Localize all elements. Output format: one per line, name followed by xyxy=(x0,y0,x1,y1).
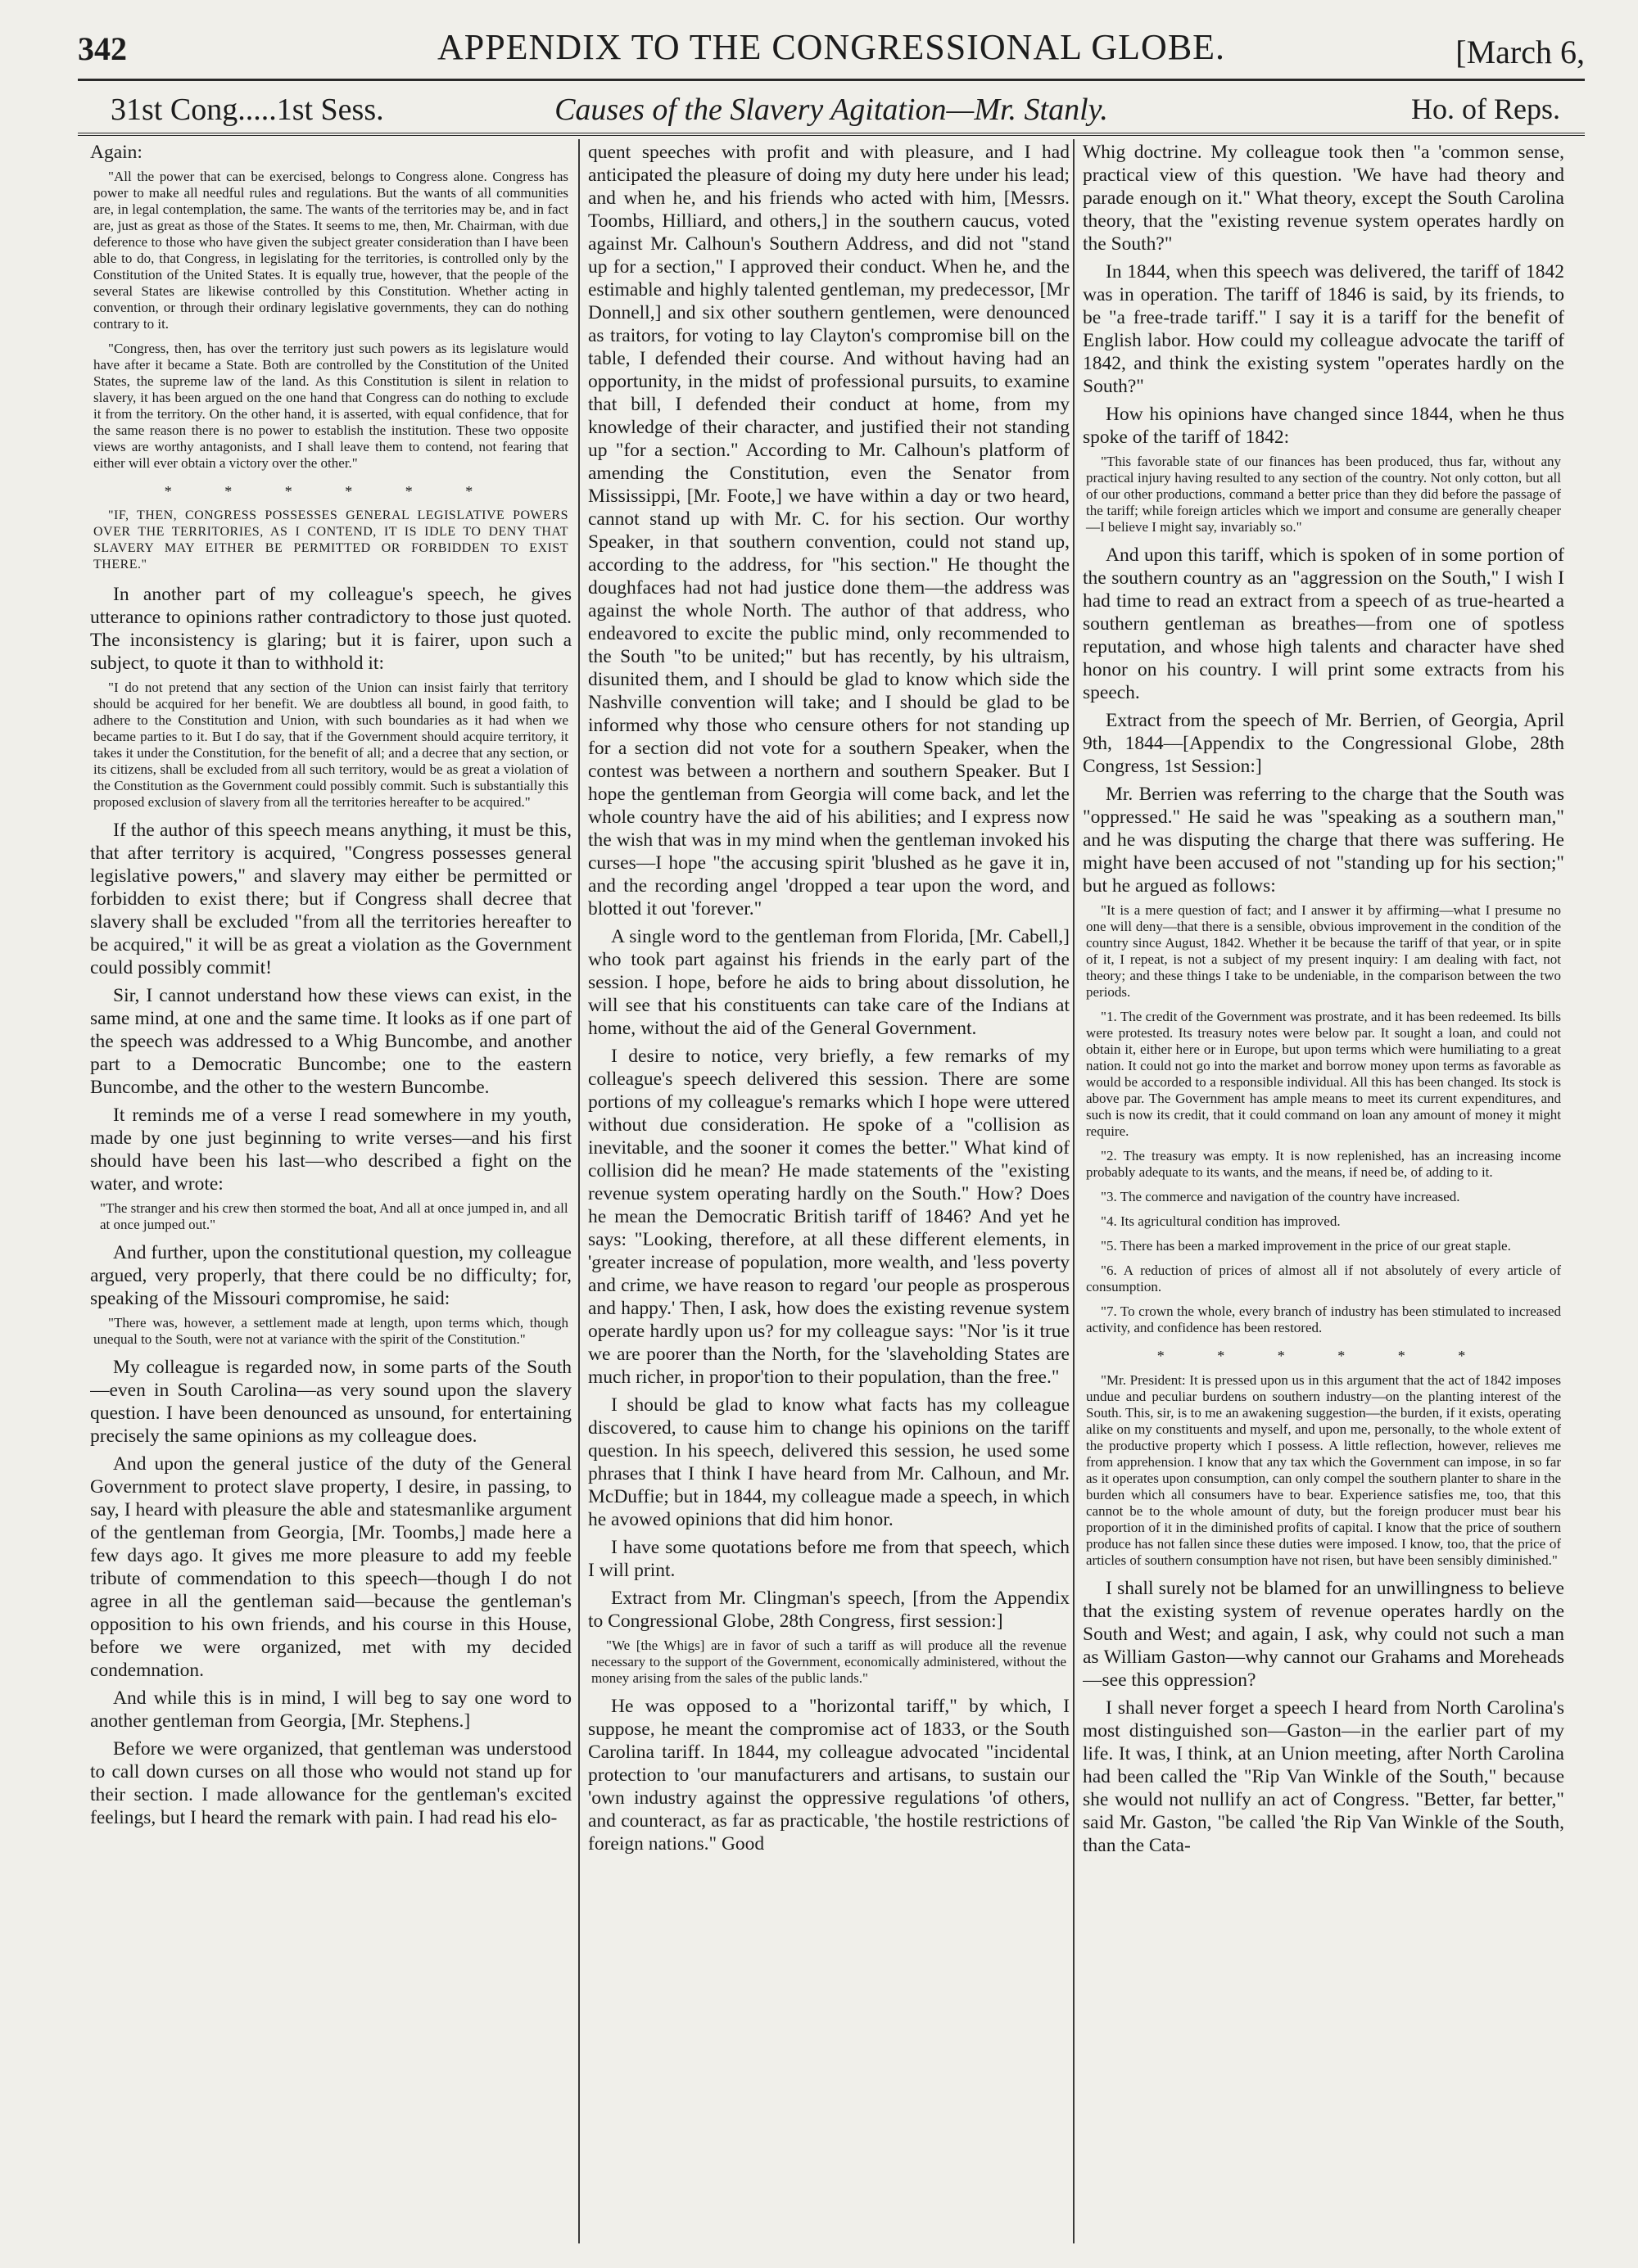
text-column-1 xyxy=(90,141,572,2237)
paragraph: I shall never forget a speech I heard from North Carolina's most distinguished son—Gaston—in the earlier part of my life. It was, I think, at an Union meeting, after North Carolina had been called the "Rip Van Winkle of the South," because she would not nullify an act of Congress. "Better, far better," said Mr. Gaston, "be called 'the Rip Van Winkle of the South, than the Cata- xyxy=(1083,1697,1564,1856)
paragraph: My colleague is regarded now, in some parts of the South—even in South Carolina—as very sound upon the slavery question. I have been denounced as unsound, for entertaining precisely the same opinions as my colleague does. xyxy=(90,1357,572,1447)
paragraph: And while this is in mind, I will beg to say one word to another gentleman from Georgia, [Mr. Stephens.] xyxy=(90,1687,572,1732)
column-divider xyxy=(578,139,580,2243)
paragraph: In 1844, when this speech was delivered, the tariff of 1842 was in operation. The tariff of 1846 is said, by its friends, to be "a free-trade tariff." I say it is a tariff for the benefit of English labor. How could my colleague advocate the tariff of 1842, and think the existing system "operates hardly on the South?" xyxy=(1083,261,1564,397)
article-title: Causes of the Slavery Agitation—Mr. Stanly. xyxy=(554,93,1108,127)
paragraph: Sir, I cannot understand how these views can exist, in the same mind, at one and the same time. It looks as if one part of the speech was addressed to a Whig Buncombe, and another part to a Democratic Buncombe; one to the eastern Buncombe, and the other to the western Buncombe. xyxy=(90,985,572,1098)
block-quote: "All the power that can be exercised, belongs to Congress alone. Congress has power to make all needful rules and regulations. But the wants of all communities are, in legal contemplation, the same. The wants of the territories may be, and in fact are, just as great as those of the States. It seems to me, then, Mr. Chairman, with due deference to those who have given the subject greater consideration than I have been able to do, that Congress, in legislating for the territories, is controlled only by the Constitution of the United States. It is equally true, however, that the people of the several States are likewise controlled by this Constitution. Whether acting in convention, or through their ordinary legislative governments, they can do nothing contrary to it. xyxy=(93,169,568,332)
paragraph: I desire to notice, very briefly, a few remarks of my colleague's speech delivered this session. There are some portions of my colleague's remarks which I hope were uttered without due consideration. He spoke of a "collision as inevitable, and the sooner it comes the better." What kind of collision did he mean? He made statements of the "existing revenue system operating hardly on the South." How? Does he mean the Democratic British tariff of 1846? And yet he says: "Looking, therefore, at all these different elements, in 'greater increase of population, more wealth, and 'less poverty and crime, we have reason to regard 'our people as prosperous and happy.' Then, I ask, how does the existing revenue system operate hardly upon us? for my colleague says: "Nor 'is it true we are poorer than the North, for the 'slaveholding States are much richer, in propor'tion to their population, than the free." xyxy=(588,1046,1070,1388)
block-quote: "5. There has been a marked improvement in the price of our great staple. xyxy=(1101,1238,1511,1254)
paragraph: And upon this tariff, which is spoken of in some portion of the southern country as an "aggression on the South," I wish I had time to read an extract from a speech of as true-hearted a southern gentleman as breathes—from one of spotless reputation, and whose high talents and character have shed honor on his country. I will print some extracts from his speech. xyxy=(1083,544,1564,703)
paragraph: He was opposed to a "horizontal tariff," by which, I suppose, he meant the compromise act of 1833, or the South Carolina tariff. In 1844, my colleague advocated "incidental protection to 'our manufacturers and artisans, to sustain our 'own industry against the oppressive regulations 'of others, and counteract, as far as practicable, 'the hostile restrictions of foreign nations." Good xyxy=(588,1696,1070,1855)
paragraph: Extract from the speech of Mr. Berrien, of Georgia, April 9th, 1844—[Appendix to the Congressional Globe, 28th Congress, 1st Session:] xyxy=(1083,710,1564,777)
block-quote: "This favorable state of our finances has been produced, thus far, without any practical injury having resulted to any section of the country. Not only cotton, but all of our other productions, command a better price than they did before the passage of the tariff; while foreign articles which we import and consume are generally cheaper—I believe I might say, invariably so." xyxy=(1086,454,1561,535)
paragraph: I have some quotations before me from that speech, which I will print. xyxy=(588,1537,1070,1581)
paragraph: A single word to the gentleman from Florida, [Mr. Cabell,] who took part against his friends in the early part of the session. I hope, before he aids to bring about dissolution, he will see that his constituents can take care of the Indians at home, without the aid of the General Government. xyxy=(588,926,1070,1039)
paragraph: It reminds me of a verse I read somewhere in my youth, made by one just beginning to write verses—and his first should have been his last—who described a fight on the water, and wrote: xyxy=(90,1105,572,1195)
block-quote: "4. Its agricultural condition has improved. xyxy=(1101,1213,1341,1229)
issue-date: [March 6, xyxy=(1455,34,1585,70)
block-quote: "3. The commerce and navigation of the country have increased. xyxy=(1101,1189,1460,1204)
paragraph: I should be glad to know what facts has my colleague discovered, to cause him to change his opinions on the tariff question. In his speech, delivered this session, he used some phrases that I think I have heard from Mr. Calhoun, and Mr. McDuffie; but in 1844, my colleague made a speech, in which he avowed opinions that did him honor. xyxy=(588,1394,1070,1530)
block-quote: "Congress, then, has over the territory just such powers as its legislature would have after it became a State. Both are controlled by the Constitution of the United States, the supreme law of the land. As this Constitution is silent in relation to slavery, it has been argued on the one hand that Congress can do nothing to exclude it from the territory. On the other hand, it is asserted, with equal confidence, that for the same reason there is no power to establish the institution. These two opposite views are worthy antagonists, and I shall leave them to contend, not fearing that either will ever obtain a victory over the other." xyxy=(93,341,568,471)
subheader-rule xyxy=(78,133,1585,136)
block-quote: "There was, however, a settlement made at length, upon terms which, though unequal to the South, were not at variance with the spirit of the Constitution." xyxy=(93,1315,568,1347)
paragraph: How his opinions have changed since 1844, when he thus spoke of the tariff of 1842: xyxy=(1083,404,1564,448)
column-divider xyxy=(1073,139,1075,2243)
block-quote: "I do not pretend that any section of the Union can insist fairly that territory should be acquired for her benefit. We are doubtless all bound, in good faith, to adhere to the Constitution and Union, with such boundaries as it had when we became parties to it. But I do say, that if the Government should acquire territory, it takes it under the Constitution, for the benefit of all; and a decree that any section, or its citizens, shall be excluded from all such territory, would be as great a violation of the Constitution as the Government could possibly commit. Such is substantially this proposed exclusion of slavery from all the territories hereafter to be acquired." xyxy=(93,680,568,810)
text-column-2 xyxy=(588,141,1070,2237)
house-label: Ho. of Reps. xyxy=(1411,93,1560,125)
page-number: 342 xyxy=(78,30,127,67)
paragraph: Mr. Berrien was referring to the charge that the South was "oppressed." He said he was "speaking as a southern man," and he was disputing the charge that there was suffering. He might have been accused of not "standing up for his section;" but he argued as follows: xyxy=(1083,784,1564,897)
session-label: 31st Cong.....1st Sess. xyxy=(111,93,384,127)
block-quote: "IF, THEN, CONGRESS POSSESSES GENERAL LEGISLATIVE POWERS OVER THE TERRITORIES, AS I CONTEND, IT IS IDLE TO DENY THAT SLAVERY MAY EITHER BE PERMITTED OR FORBIDDEN TO EXIST THERE." xyxy=(93,508,568,572)
block-quote: "Mr. President: It is pressed upon us in this argument that the act of 1842 imposes undue and peculiar burdens on southern industry—on the planting interest of the South. This, sir, is to me an awakening suggestion—the burden, if it exists, operating alike on my constituents and myself, and upon me, personally, to the whole extent of the productive property which I possess. A little reflection, however, relieves me from apprehension. I know that any tax which the Government can impose, in so far as it operates upon consumption, can only compel the southern planter to share in the burden which all consumers have to bear. Experience satisfies me, too, that this cannot be to the whole amount of duty, but the foreign producer must bear his proportion of it in the diminished profits of capital. I know that the price of southern produce has not fallen since these duties were imposed. I know, too, that the price of articles of southern consumption have not risen, but have been sensibly diminished." xyxy=(1086,1372,1561,1568)
ellipsis-stars: * * * * * * xyxy=(1156,1348,1491,1364)
paragraph: quent speeches with profit and with pleasure, and I had anticipated the pleasure of doing my duty here under his lead; and when he, and his friends who acted with him, [Messrs. Toombs, Hilliard, and others,] in the southern caucus, voted against Mr. Calhoun's Southern Address, and did not "stand up for a section," I approved their conduct. When he, and the estimable and highly talented gentleman, my predecessor, [Mr Donnell,] and six other southern gentlemen, were denounced as traitors, for voting to lay Clayton's compromise bill on the table, I defended their course. And without having had an opportunity, in the midst of professional pursuits, to examine that bill, I defended their conduct at home, from my knowledge of their character, and justified their not standing up "for a section." According to Mr. Calhoun's platform of amending the Constitution, even the Senator from Mississippi, [Mr. Foote,] we have within a day or two heard, cannot stand up with Mr. C. for his section. Our worthy Speaker, in that southern convention, could not stand up, according to the address, for "his section." He thought the doughfaces had not had justice done them—the address was against the whole North. The author of that address, who endeavored to excite the public mind, only recommended to the South "to be united;" but has recently, by his ultraism, disunited them, and I should be glad to know which side the Nashville convention will take; and I should be glad to be informed why those who censure others for not standing up for a section did not vote for a southern Speaker, when the contest was between a northern and southern Speaker. But I hope the gentleman from Georgia will come back, and let the whole country have the aid of his abilities; and I express now the wish that was in my mind when the gentleman invoked his curses—I hope "the accusing spirit 'blushed as he gave it in, and the recording angel 'dropped a tear upon the word, and blotted it out 'forever." xyxy=(588,142,1070,919)
block-quote: "7. To crown the whole, every branch of industry has been stimulated to increased activity, and confidence has been restored. xyxy=(1086,1303,1561,1335)
block-quote: "1. The credit of the Government was prostrate, and it has been redeemed. Its bills were protested. Its treasury notes were below par. It sought a loan, and could not obtain it, either here or in Europe, but upon terms which were humiliating to a great nation. It could not go into the market and borrow money upon terms as favorable as would be accorded to a responsible individual. All this has been changed. Its stock is above par. The Government has ample means to meet its current expenditures, and such is now its credit, that it could command on loan any amount of money it might require. xyxy=(1086,1009,1561,1139)
running-head xyxy=(78,85,1585,131)
paragraph: Before we were organized, that gentleman was understood to call down curses on all those who would not stand up for their section. I made allowance for the gentleman's excited feelings, but I heard the remark with pain. I had read his elo- xyxy=(90,1738,572,1828)
paragraph: Extract from Mr. Clingman's speech, [from the Appendix to Congressional Globe, 28th Congress, first session:] xyxy=(588,1588,1070,1632)
paragraph: And upon the general justice of the duty of the General Government to protect slave property, I desire, in passing, to say, I heard with pleasure the able and statesmanlike argument of the gentleman from Georgia, [Mr. Toombs,] made here a few days ago. It gives me more pleasure to add my feeble tribute of commendation to this speech—though I do not agree in all the gentleman said—because the gentleman's opposition to his own friends, and his course in this House, before we were organized, met with my decided condemnation. xyxy=(90,1453,572,1681)
paragraph: Again: xyxy=(90,142,143,163)
text-column-3 xyxy=(1083,141,1564,2237)
page-header xyxy=(78,23,1585,72)
paragraph: I shall surely not be blamed for an unwillingness to believe that the existing system of revenue operates hardly on the South and West; and again, I ask, why could not such a man as William Gaston—why cannot our Grahams and Moreheads—see this oppression? xyxy=(1083,1578,1564,1691)
block-quote: "We [the Whigs] are in favor of such a tariff as will produce all the revenue necessary to the support of the Government, economically administered, without the money arising from the sales of the public lands." xyxy=(591,1638,1066,1686)
header-rule xyxy=(78,79,1585,81)
block-quote: "It is a mere question of fact; and I answer it by affirming—what I presume no one will deny—that there is a sensible, obvious improvement in the condition of the country since August, 1842. Whether it be because the tariff of that year, or in spite of it, I repeat, is not a subject of my present inquiry: I am dealing with fact, not theory; and these things I take to be undeniable, in the comparison between the two periods. xyxy=(1086,902,1561,1000)
ellipsis-stars: * * * * * * xyxy=(164,483,498,499)
block-quote: "6. A reduction of prices of almost all if not absolutely of every article of consumption. xyxy=(1086,1263,1561,1294)
paragraph: In another part of my colleague's speech, he gives utterance to opinions rather contradictory to those just quoted. The inconsistency is glaring; but it is fairer, upon such a subject, to quote it than to withhold it: xyxy=(90,584,572,674)
journal-title: APPENDIX TO THE CONGRESSIONAL GLOBE. xyxy=(437,27,1226,67)
verse-quote: "The stranger and his crew then stormed the boat, And all at once jumped in, and all at once jumped out." xyxy=(100,1200,568,1232)
block-quote: "2. The treasury was empty. It is now replenished, has an increasing income probably adequate to its wants, and the means, if need be, of adding to it. xyxy=(1086,1148,1561,1180)
paragraph: Whig doctrine. My colleague took then "a 'common sense, practical view of this question. 'We have had theory and parade enough on it." What theory, except the South Carolina theory, that the "existing revenue system operates hardly on the South?" xyxy=(1083,142,1564,255)
paragraph: And further, upon the constitutional question, my colleague argued, very properly, that there could be no difficulty; for, speaking of the Missouri compromise, he said: xyxy=(90,1242,572,1309)
paragraph: If the author of this speech means anything, it must be this, that after territory is acquired, "Congress possesses general legislative powers," and slavery may either be permitted or forbidden to exist there; but if Congress shall decree that slavery shall be excluded "from all the territories hereafter to be acquired," it will be as great a violation as the Government could possibly commit! xyxy=(90,820,572,978)
